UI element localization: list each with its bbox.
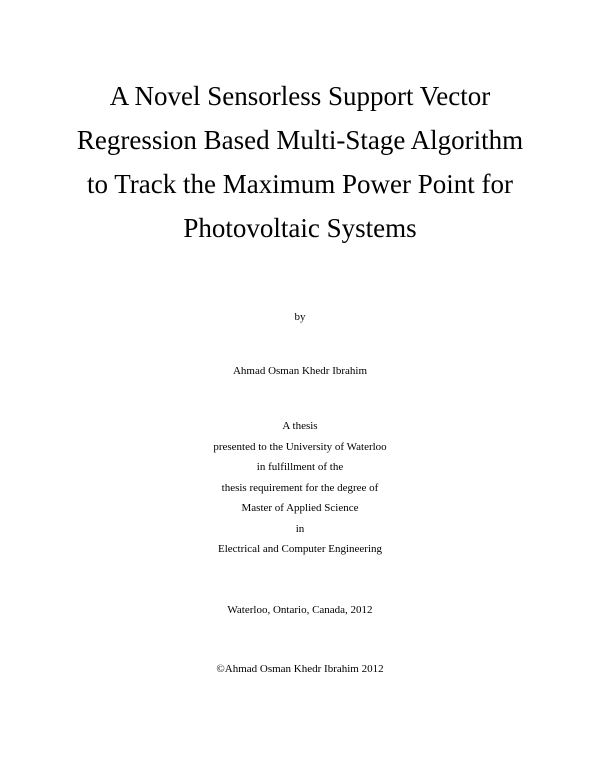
by-label: by	[294, 311, 306, 323]
thesis-title	[0, 74, 600, 250]
thesis-statement	[0, 416, 600, 560]
statement-line-4: thesis requirement for the degree of	[221, 481, 379, 494]
author-name: Ahmad Osman Khedr Ibrahim	[232, 365, 368, 377]
copyright-notice: ©Ahmad Osman Khedr Ibrahim 2012	[216, 663, 384, 675]
statement-line-1: A thesis	[282, 420, 318, 432]
statement-line-3: in fulfillment of the	[256, 461, 344, 473]
title-line-4: Photovoltaic Systems	[183, 213, 417, 243]
statement-line-5: Master of Applied Science	[241, 502, 359, 514]
title-line-3: to Track the Maximum Power Point for	[87, 169, 513, 199]
statement-line-6: in	[295, 522, 305, 535]
statement-line-7: Electrical and Computer Engineering	[217, 543, 383, 555]
place-and-year: Waterloo, Ontario, Canada, 2012	[227, 604, 373, 616]
title-line-2: Regression Based Multi-Stage Algorithm	[76, 125, 524, 155]
title-line-1: A Novel Sensorless Support Vector	[109, 81, 491, 111]
statement-line-2: presented to the University of Waterloo	[213, 440, 387, 453]
